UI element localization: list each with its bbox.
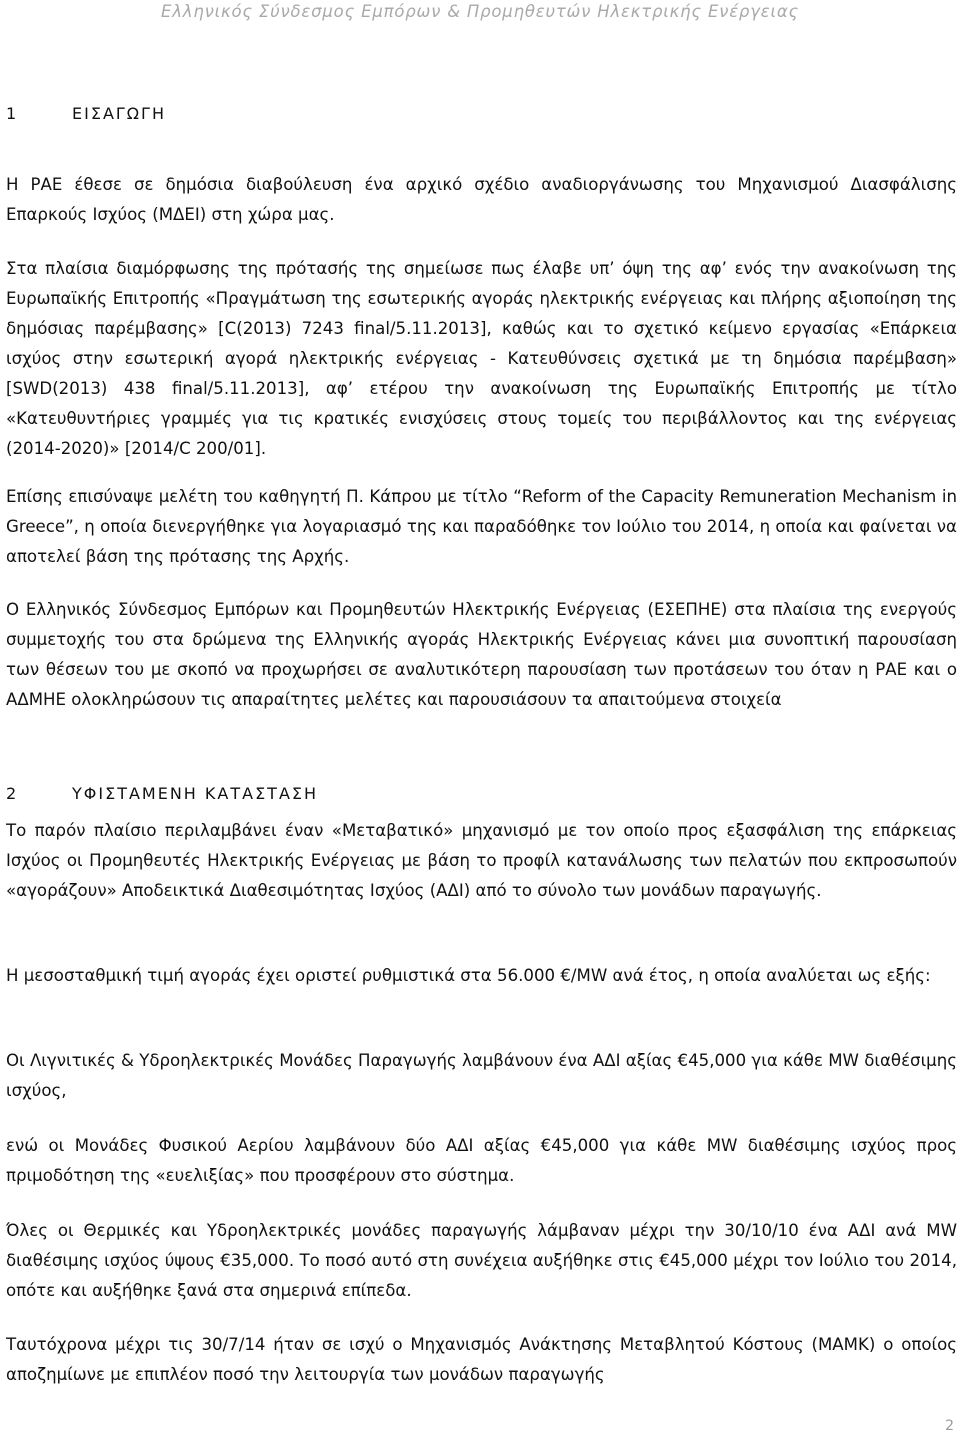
paragraph: Όλες οι Θερμικές και Υδροηλεκτρικές μονάδες παραγωγής λάμβαναν μέχρι την 30/10/10 ένα ΑΔΙ ανά MW διαθέσιμης ισχύος ύψους €35,000. Το ποσό αυτό στη συνέχεια αυξήθηκε στις €45,000 μέχρι τον Ιούλιο του 2014, οπότε και αυξήθηκε ξανά στα σημερινά επίπεδα. — [6, 1221, 957, 1300]
paragraph: ενώ οι Μονάδες Φυσικού Αερίου λαμβάνουν δύο ΑΔΙ αξίας €45,000 για κάθε MW διαθέσιμης ισχύος προς πριμοδότηση της «ευελιξίας» που προσφέρουν στο σύστημα. — [6, 1136, 957, 1185]
running-header: Ελληνικός Σύνδεσμος Εμπόρων & Προμηθευτών Ηλεκτρικής Ενέργειας — [160, 2, 800, 21]
paragraph: Ο Ελληνικός Σύνδεσμος Εμπόρων και Προμηθευτών Ηλεκτρικής Ενέργειας (ΕΣΕΠΗΕ) στα πλαίσια της ενεργούς συμμετοχής του στα δρώμενα της Ελληνικής αγοράς Ηλεκτρικής Ενέργειας κάνει μια συνοπτική παρουσίαση των θέσεων του με σκοπό να προχωρήσει σε αναλυτικότερη παρουσίαση των προτάσεων του όταν η ΡΑΕ και ο ΑΔΜΗΕ ολοκληρώσουν τις απαραίτητες μελέτες και παρουσιάσουν τα απαιτούμενα στοιχεία — [6, 600, 957, 709]
paragraph: Ταυτόχρονα μέχρι τις 30/7/14 ήταν σε ισχύ ο Μηχανισμός Ανάκτησης Μεταβλητού Κόστους (ΜΑΜΚ) ο οποίος αποζημίωνε με επιπλέον ποσό την λειτουργία των μονάδων παραγωγής — [6, 1335, 957, 1384]
section-number: 1 — [6, 104, 17, 123]
section-number: 2 — [6, 784, 17, 803]
paragraph: Επίσης επισύναψε μελέτη του καθηγητή Π. Κάπρου με τίτλο “Reform of the Capacity Remuneration Mechanism in Greece”, η οποία διενεργήθηκε για λογαριασμό της και παραδόθηκε τον Ιούλιο του 2014, η οποία και φαίνεται να αποτελεί βάση της πρότασης της Αρχής. — [6, 487, 957, 566]
paragraph: Οι Λιγνιτικές & Υδροηλεκτρικές Μονάδες Παραγωγής λαμβάνουν ένα ΑΔΙ αξίας €45,000 για κάθε MW διαθέσιμης ισχύος, — [6, 1051, 957, 1100]
paragraph: Η μεσοσταθμική τιμή αγοράς έχει οριστεί ρυθμιστικά στα 56.000 €/MW ανά έτος, η οποία αναλύεται ως εξής: — [6, 966, 931, 985]
page-number: 2 — [945, 1418, 954, 1434]
section-title: ΕΙΣΑΓΩΓΗ — [72, 104, 166, 123]
section-title: ΥΦΙΣΤΑΜΕΝΗ ΚΑΤΑΣΤΑΣΗ — [72, 784, 319, 803]
section-heading-current-situation — [6, 784, 318, 803]
paragraph: Η ΡΑΕ έθεσε σε δημόσια διαβούλευση ένα αρχικό σχέδιο αναδιοργάνωσης του Μηχανισμού Διασφάλισης Επαρκούς Ισχύος (ΜΔΕΙ) στη χώρα μας. — [6, 175, 957, 224]
paragraph: Το παρόν πλαίσιο περιλαμβάνει έναν «Μεταβατικό» μηχανισμό με τον οποίο προς εξασφάλιση της επάρκειας Ισχύος οι Προμηθευτές Ηλεκτρικής Ενέργειας με βάση το προφίλ κατανάλωσης των πελατών που εκπροσωπούν «αγοράζουν» Αποδεικτικά Διαθεσιμότητας Ισχύος (ΑΔΙ) από το σύνολο των μονάδων παραγωγής. — [6, 821, 957, 900]
paragraph: Στα πλαίσια διαμόρφωσης της πρότασής της σημείωσε πως έλαβε υπ’ όψη της αφ’ ενός την ανακοίνωση της Ευρωπαϊκής Επιτροπής «Πραγμάτωση της εσωτερικής αγοράς ηλεκτρικής ενέργειας και πλήρης αξιοποίηση της δημόσιας παρέμβασης» [C(2013) 7243 final/5.11.2013], καθώς και το σχετικό κείμενο εργασίας «Επάρκεια ισχύος στην εσωτερική αγορά ηλεκτρικής ενέργειας - Κατευθύνσεις σχετικά με τη δημόσια παρέμβαση» [SWD(2013) 438 final/5.11.2013], αφ’ ετέρου την ανακοίνωση της Ευρωπαϊκής Επιτροπής με τίτλο «Κατευθυντήριες γραμμές για τις κρατικές ενισχύσεις στους τομείς του περιβάλλοντος και της ενέργειας (2014-2020)» [2014/C 200/01]. — [6, 259, 957, 458]
section-heading-introduction — [6, 104, 166, 123]
